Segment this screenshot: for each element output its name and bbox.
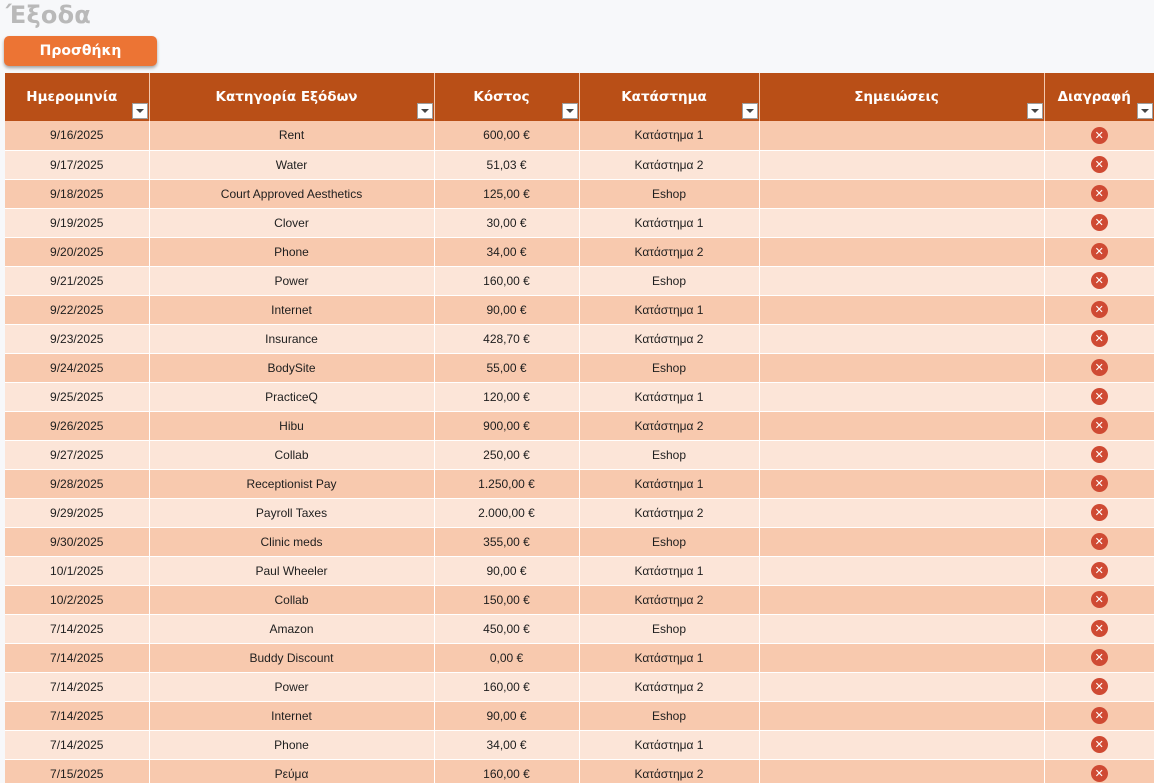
store-cell[interactable]: Eshop	[579, 701, 759, 730]
delete-circle-x-icon[interactable]: ✕	[1091, 707, 1108, 724]
table-row[interactable]	[5, 440, 1154, 469]
delete-circle-x-icon[interactable]: ✕	[1091, 475, 1108, 492]
delete-cell[interactable]	[1044, 440, 1154, 469]
delete-circle-x-icon[interactable]: ✕	[1091, 620, 1108, 637]
date-cell[interactable]: 9/27/2025	[5, 440, 149, 469]
cost-cell[interactable]: 51,03 €	[434, 150, 579, 179]
category-cell[interactable]: BodySite	[149, 353, 434, 382]
category-cell[interactable]: Water	[149, 150, 434, 179]
store-cell[interactable]: Κατάστημα 1	[579, 556, 759, 585]
column-header-label: Σημειώσεις	[854, 89, 939, 105]
add-expense-button[interactable]: Προσθήκη	[4, 36, 157, 66]
cost-cell[interactable]: 428,70 €	[434, 324, 579, 353]
delete-cell[interactable]	[1044, 208, 1154, 237]
date-cell[interactable]: 10/1/2025	[5, 556, 149, 585]
cost-cell[interactable]: 90,00 €	[434, 295, 579, 324]
date-cell[interactable]: 9/20/2025	[5, 237, 149, 266]
notes-cell[interactable]	[759, 382, 1044, 411]
column-header-cost[interactable]	[434, 73, 579, 121]
delete-cell[interactable]	[1044, 643, 1154, 672]
date-cell[interactable]: 9/28/2025	[5, 469, 149, 498]
notes-cell[interactable]	[759, 759, 1044, 783]
notes-cell[interactable]	[759, 440, 1044, 469]
delete-cell[interactable]	[1044, 556, 1154, 585]
delete-circle-x-icon[interactable]: ✕	[1091, 156, 1108, 173]
notes-cell[interactable]	[759, 411, 1044, 440]
table-header-row	[5, 73, 1154, 121]
delete-cell[interactable]	[1044, 614, 1154, 643]
delete-cell[interactable]	[1044, 411, 1154, 440]
table-body	[5, 121, 1154, 783]
notes-cell[interactable]	[759, 730, 1044, 759]
filter-dropdown-icon[interactable]	[1137, 103, 1153, 119]
table-row[interactable]	[5, 556, 1154, 585]
notes-cell[interactable]	[759, 237, 1044, 266]
store-cell[interactable]: Κατάστημα 2	[579, 150, 759, 179]
table-row[interactable]	[5, 527, 1154, 556]
store-cell[interactable]: Κατάστημα 1	[579, 382, 759, 411]
category-cell[interactable]: PracticeQ	[149, 382, 434, 411]
store-cell[interactable]: Eshop	[579, 266, 759, 295]
date-cell[interactable]: 10/2/2025	[5, 585, 149, 614]
category-cell[interactable]: Amazon	[149, 614, 434, 643]
table-row[interactable]	[5, 208, 1154, 237]
category-cell[interactable]: Collab	[149, 440, 434, 469]
category-cell[interactable]: Power	[149, 266, 434, 295]
notes-cell[interactable]	[759, 208, 1044, 237]
category-cell[interactable]: Clover	[149, 208, 434, 237]
store-cell[interactable]: Eshop	[579, 353, 759, 382]
cost-cell[interactable]: 150,00 €	[434, 585, 579, 614]
notes-cell[interactable]	[759, 150, 1044, 179]
cost-cell[interactable]: 34,00 €	[434, 730, 579, 759]
notes-cell[interactable]	[759, 353, 1044, 382]
cost-cell[interactable]: 90,00 €	[434, 556, 579, 585]
category-cell[interactable]: Hibu	[149, 411, 434, 440]
table-row[interactable]	[5, 324, 1154, 353]
date-cell[interactable]: 9/30/2025	[5, 527, 149, 556]
category-cell[interactable]: Payroll Taxes	[149, 498, 434, 527]
column-header-category[interactable]	[149, 73, 434, 121]
date-cell[interactable]: 7/14/2025	[5, 730, 149, 759]
store-cell[interactable]: Eshop	[579, 440, 759, 469]
table-row[interactable]	[5, 179, 1154, 208]
delete-cell[interactable]	[1044, 266, 1154, 295]
category-cell[interactable]: Internet	[149, 295, 434, 324]
filter-dropdown-icon[interactable]	[1027, 103, 1043, 119]
cost-cell[interactable]: 34,00 €	[434, 237, 579, 266]
cost-cell[interactable]: 250,00 €	[434, 440, 579, 469]
cost-cell[interactable]: 120,00 €	[434, 382, 579, 411]
table-row[interactable]	[5, 643, 1154, 672]
date-cell[interactable]: 9/16/2025	[5, 121, 149, 150]
delete-circle-x-icon[interactable]: ✕	[1091, 243, 1108, 260]
filter-dropdown-icon[interactable]	[742, 103, 758, 119]
date-cell[interactable]: 7/15/2025	[5, 759, 149, 783]
cost-cell[interactable]: 450,00 €	[434, 614, 579, 643]
delete-cell[interactable]	[1044, 295, 1154, 324]
date-cell[interactable]: 9/19/2025	[5, 208, 149, 237]
delete-cell[interactable]	[1044, 179, 1154, 208]
category-cell[interactable]: Phone	[149, 730, 434, 759]
cost-cell[interactable]: 30,00 €	[434, 208, 579, 237]
category-cell[interactable]: Buddy Discount	[149, 643, 434, 672]
delete-circle-x-icon[interactable]: ✕	[1091, 649, 1108, 666]
store-cell[interactable]: Κατάστημα 2	[579, 672, 759, 701]
category-cell[interactable]: Ρεύμα	[149, 759, 434, 783]
delete-circle-x-icon[interactable]: ✕	[1091, 272, 1108, 289]
column-header-date[interactable]	[5, 73, 149, 121]
delete-cell[interactable]	[1044, 324, 1154, 353]
table-row[interactable]	[5, 295, 1154, 324]
delete-cell[interactable]	[1044, 353, 1154, 382]
column-header-label: Διαγραφή	[1057, 89, 1131, 105]
store-cell[interactable]: Eshop	[579, 614, 759, 643]
date-cell[interactable]: 9/26/2025	[5, 411, 149, 440]
category-cell[interactable]: Court Approved Aesthetics	[149, 179, 434, 208]
page-title: Έξοδα	[6, 1, 91, 29]
delete-cell[interactable]	[1044, 527, 1154, 556]
category-cell[interactable]: Receptionist Pay	[149, 469, 434, 498]
delete-circle-x-icon[interactable]: ✕	[1091, 185, 1108, 202]
store-cell[interactable]: Κατάστημα 1	[579, 730, 759, 759]
filter-dropdown-icon[interactable]	[132, 103, 148, 119]
delete-circle-x-icon[interactable]: ✕	[1091, 765, 1108, 782]
table-row[interactable]	[5, 266, 1154, 295]
table-row[interactable]	[5, 614, 1154, 643]
notes-cell[interactable]	[759, 672, 1044, 701]
expenses-table	[5, 73, 1154, 783]
delete-circle-x-icon[interactable]: ✕	[1091, 417, 1108, 434]
category-cell[interactable]: Insurance	[149, 324, 434, 353]
cost-cell[interactable]: 55,00 €	[434, 353, 579, 382]
delete-cell[interactable]	[1044, 382, 1154, 411]
store-cell[interactable]: Κατάστημα 2	[579, 498, 759, 527]
cost-cell[interactable]: 90,00 €	[434, 701, 579, 730]
delete-cell[interactable]	[1044, 237, 1154, 266]
category-cell[interactable]: Power	[149, 672, 434, 701]
delete-cell[interactable]	[1044, 498, 1154, 527]
table-row[interactable]	[5, 672, 1154, 701]
delete-circle-x-icon[interactable]: ✕	[1091, 504, 1108, 521]
filter-dropdown-icon[interactable]	[562, 103, 578, 119]
table-row[interactable]	[5, 150, 1154, 179]
date-cell[interactable]: 9/24/2025	[5, 353, 149, 382]
notes-cell[interactable]	[759, 498, 1044, 527]
cost-cell[interactable]: 160,00 €	[434, 759, 579, 783]
store-cell[interactable]: Κατάστημα 2	[579, 585, 759, 614]
date-cell[interactable]: 9/21/2025	[5, 266, 149, 295]
cost-cell[interactable]: 2.000,00 €	[434, 498, 579, 527]
table-row[interactable]	[5, 411, 1154, 440]
delete-circle-x-icon[interactable]: ✕	[1091, 388, 1108, 405]
delete-circle-x-icon[interactable]: ✕	[1091, 533, 1108, 550]
delete-circle-x-icon[interactable]: ✕	[1091, 678, 1108, 695]
store-cell[interactable]: Eshop	[579, 527, 759, 556]
cost-cell[interactable]: 125,00 €	[434, 179, 579, 208]
column-header-label: Κόστος	[473, 89, 530, 105]
store-cell[interactable]: Κατάστημα 2	[579, 237, 759, 266]
store-cell[interactable]: Κατάστημα 1	[579, 121, 759, 150]
cost-cell[interactable]: 900,00 €	[434, 411, 579, 440]
date-cell[interactable]: 7/14/2025	[5, 701, 149, 730]
category-cell[interactable]: Internet	[149, 701, 434, 730]
delete-circle-x-icon[interactable]: ✕	[1091, 591, 1108, 608]
delete-cell[interactable]	[1044, 585, 1154, 614]
table-row[interactable]	[5, 237, 1154, 266]
cost-cell[interactable]: 0,00 €	[434, 643, 579, 672]
table-row[interactable]	[5, 353, 1154, 382]
table-row[interactable]	[5, 469, 1154, 498]
column-header-label: Κατηγορία Εξόδων	[215, 89, 358, 105]
table-row[interactable]	[5, 498, 1154, 527]
notes-cell[interactable]	[759, 324, 1044, 353]
store-cell[interactable]: Κατάστημα 1	[579, 469, 759, 498]
table-row[interactable]	[5, 121, 1154, 150]
date-cell[interactable]: 9/22/2025	[5, 295, 149, 324]
delete-circle-x-icon[interactable]: ✕	[1091, 736, 1108, 753]
column-header-store[interactable]	[579, 73, 759, 121]
delete-circle-x-icon[interactable]: ✕	[1091, 446, 1108, 463]
category-cell[interactable]: Clinic meds	[149, 527, 434, 556]
delete-cell[interactable]	[1044, 730, 1154, 759]
delete-cell[interactable]	[1044, 701, 1154, 730]
notes-cell[interactable]	[759, 266, 1044, 295]
column-header-delete[interactable]	[1044, 73, 1154, 121]
date-cell[interactable]: 9/29/2025	[5, 498, 149, 527]
notes-cell[interactable]	[759, 469, 1044, 498]
delete-circle-x-icon[interactable]: ✕	[1091, 214, 1108, 231]
notes-cell[interactable]	[759, 701, 1044, 730]
category-cell[interactable]: Rent	[149, 121, 434, 150]
delete-cell[interactable]	[1044, 469, 1154, 498]
cost-cell[interactable]: 600,00 €	[434, 121, 579, 150]
store-cell[interactable]: Κατάστημα 2	[579, 324, 759, 353]
delete-cell[interactable]	[1044, 759, 1154, 783]
table-row[interactable]	[5, 759, 1154, 783]
notes-cell[interactable]	[759, 295, 1044, 324]
store-cell[interactable]: Κατάστημα 1	[579, 295, 759, 324]
cost-cell[interactable]: 1.250,00 €	[434, 469, 579, 498]
column-header-label: Ημερομηνία	[26, 89, 118, 105]
table-row[interactable]	[5, 585, 1154, 614]
date-cell[interactable]: 9/18/2025	[5, 179, 149, 208]
category-cell[interactable]: Phone	[149, 237, 434, 266]
date-cell[interactable]: 7/14/2025	[5, 672, 149, 701]
store-cell[interactable]: Κατάστημα 1	[579, 208, 759, 237]
delete-cell[interactable]	[1044, 150, 1154, 179]
store-cell[interactable]: Κατάστημα 1	[579, 643, 759, 672]
filter-dropdown-icon[interactable]	[417, 103, 433, 119]
table-row[interactable]	[5, 382, 1154, 411]
delete-circle-x-icon[interactable]: ✕	[1091, 330, 1108, 347]
notes-cell[interactable]	[759, 643, 1044, 672]
notes-cell[interactable]	[759, 614, 1044, 643]
category-cell[interactable]: Collab	[149, 585, 434, 614]
date-cell[interactable]: 9/23/2025	[5, 324, 149, 353]
notes-cell[interactable]	[759, 556, 1044, 585]
column-header-notes[interactable]	[759, 73, 1044, 121]
notes-cell[interactable]	[759, 585, 1044, 614]
table-row[interactable]	[5, 730, 1154, 759]
cost-cell[interactable]: 160,00 €	[434, 266, 579, 295]
cost-cell[interactable]: 355,00 €	[434, 527, 579, 556]
notes-cell[interactable]	[759, 527, 1044, 556]
cost-cell[interactable]: 160,00 €	[434, 672, 579, 701]
store-cell[interactable]: Κατάστημα 2	[579, 759, 759, 783]
delete-cell[interactable]	[1044, 121, 1154, 150]
delete-circle-x-icon[interactable]: ✕	[1091, 127, 1108, 144]
date-cell[interactable]: 7/14/2025	[5, 643, 149, 672]
store-cell[interactable]: Κατάστημα 2	[579, 411, 759, 440]
column-header-label: Κατάστημα	[621, 89, 707, 105]
notes-cell[interactable]	[759, 179, 1044, 208]
date-cell[interactable]: 7/14/2025	[5, 614, 149, 643]
delete-circle-x-icon[interactable]: ✕	[1091, 359, 1108, 376]
store-cell[interactable]: Eshop	[579, 179, 759, 208]
notes-cell[interactable]	[759, 121, 1044, 150]
delete-circle-x-icon[interactable]: ✕	[1091, 301, 1108, 318]
delete-cell[interactable]	[1044, 672, 1154, 701]
category-cell[interactable]: Paul Wheeler	[149, 556, 434, 585]
table-row[interactable]	[5, 701, 1154, 730]
date-cell[interactable]: 9/25/2025	[5, 382, 149, 411]
date-cell[interactable]: 9/17/2025	[5, 150, 149, 179]
delete-circle-x-icon[interactable]: ✕	[1091, 562, 1108, 579]
